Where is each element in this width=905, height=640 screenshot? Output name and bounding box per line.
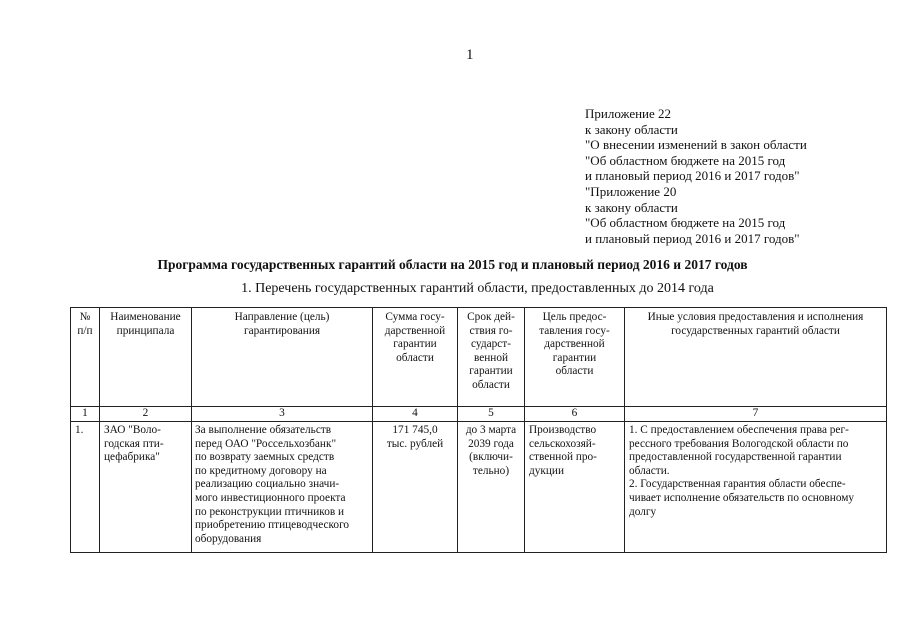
cell-line: оборудования: [195, 532, 262, 545]
table-column-divider: [624, 307, 625, 553]
cell-line: до 3 марта: [465, 424, 517, 436]
row-number: [75, 424, 99, 438]
cell-line: чивает исполнение обязательств по основному: [629, 491, 855, 504]
conditions-cell: [629, 424, 885, 519]
cell-line: дукции: [529, 464, 565, 477]
column-number: 4: [412, 407, 418, 419]
table-column-divider: [191, 307, 192, 553]
column-number: 6: [571, 407, 578, 419]
cell-line: рессного требования Вологодской области по: [629, 437, 849, 450]
appendix-line: Приложение 22: [585, 106, 672, 121]
header-line: Цель предос-: [542, 311, 607, 323]
cell-line: реализацию социально значи-: [195, 478, 340, 491]
header-line: венной: [473, 351, 509, 364]
appendix-line: "Об областном бюджете на 2015 год: [585, 215, 786, 231]
header-principal: [100, 311, 191, 338]
header-line: гарантии: [469, 365, 513, 378]
header-purpose: [525, 311, 624, 379]
cell-line: по возврату заемных средств: [195, 451, 335, 464]
column-number: 2: [142, 407, 149, 419]
header-line: гарантии: [393, 338, 437, 351]
cell-line: (включи-: [469, 451, 513, 464]
cell-line: тельно): [472, 464, 510, 477]
column-number: 3: [279, 407, 285, 419]
table-border-top: [70, 307, 887, 308]
table-row-divider: [70, 421, 887, 422]
cell-line: по кредитному договору на: [195, 464, 327, 477]
header-line: Срок дей-: [467, 311, 515, 323]
cell-line: по реконструкции птичников и: [195, 505, 345, 518]
cell-line: приобретению птицеводческого: [195, 519, 350, 532]
section-subtitle: 1. Перечень государственных гарантий области, предоставленных до 2014 года: [241, 281, 714, 296]
purpose-cell: [529, 424, 623, 478]
appendix-line: "О внесении изменений в закон области: [585, 137, 807, 153]
header-line: гарантии: [552, 351, 597, 364]
cell-line: За выполнение обязательств: [195, 424, 332, 436]
cell-line: сельскохозяй-: [529, 437, 596, 450]
cell-line: мого инвестиционного проекта: [195, 491, 346, 504]
header-line: дарственной: [384, 324, 446, 337]
cell-line: перед ОАО "Россельхозбанк": [195, 437, 337, 450]
header-line: п/п: [77, 324, 93, 337]
cell-line: 2. Государственная гарантия области обеспе-: [629, 478, 846, 491]
direction-cell: [195, 424, 371, 546]
header-line: Иные условия предоставления и исполнения: [647, 311, 864, 323]
table-column-divider: [99, 307, 100, 553]
header-line: сударст-: [471, 338, 511, 351]
page-number: 1: [466, 47, 474, 63]
cell-line: 2039 года: [468, 437, 514, 450]
document-title: Программа государственных гарантий области на 2015 год и плановый период 2016 и 2017 годов: [157, 257, 748, 272]
header-line: принципала: [116, 324, 175, 337]
appendix-line: и плановый период 2016 и 2017 годов": [585, 168, 800, 184]
appendix-note: [585, 106, 807, 246]
cell-line: 1.: [75, 424, 84, 436]
header-line: гарантирования: [243, 324, 321, 337]
header-line: дарственной: [544, 338, 605, 351]
cell-line: ЗАО "Воло-: [104, 424, 161, 436]
cell-line: долгу: [629, 505, 657, 518]
header-term: [458, 311, 524, 393]
header-line: Направление (цель): [234, 311, 330, 323]
principal-cell: [104, 424, 190, 465]
table-border-bottom: [70, 552, 887, 553]
appendix-line: к закону области: [585, 121, 678, 137]
header-line: Наименование: [110, 311, 181, 323]
appendix-line: "Об областном бюджете на 2015 год: [585, 152, 786, 168]
header-line: №: [79, 311, 91, 323]
appendix-line: "Приложение 20: [585, 183, 677, 199]
appendix-line: к закону области: [585, 199, 678, 215]
amount-cell: [373, 424, 457, 451]
header-line: тавления госу-: [539, 324, 610, 337]
column-number: 1: [82, 407, 88, 419]
header-line: области: [396, 351, 434, 364]
column-number: 5: [488, 407, 494, 419]
table-border-left: [70, 307, 71, 553]
appendix-line: и плановый период 2016 и 2017 годов": [585, 230, 800, 246]
header-line: области: [472, 378, 510, 391]
cell-line: предоставленной государственной гарантии: [629, 451, 842, 464]
header-amount: [373, 311, 457, 365]
header-number: [71, 311, 99, 338]
cell-line: годская пти-: [104, 437, 164, 450]
cell-line: Производство: [529, 424, 597, 436]
header-conditions: [625, 311, 886, 338]
header-line: государственных гарантий области: [671, 324, 840, 337]
cell-line: тыс. рублей: [386, 437, 444, 450]
cell-line: области.: [629, 464, 670, 477]
header-line: области: [555, 365, 594, 378]
header-direction: [192, 311, 372, 338]
cell-line: 1. С предоставлением обеспечения права рег-: [629, 424, 849, 436]
cell-line: ственной про-: [529, 451, 597, 464]
term-cell: [458, 424, 524, 478]
header-line: ствия го-: [469, 324, 513, 337]
header-line: Сумма госу-: [385, 311, 445, 323]
table-border-right: [886, 307, 887, 553]
cell-line: 171 745,0: [392, 424, 438, 436]
cell-line: цефабрика": [104, 451, 160, 464]
column-number: 7: [752, 407, 759, 419]
